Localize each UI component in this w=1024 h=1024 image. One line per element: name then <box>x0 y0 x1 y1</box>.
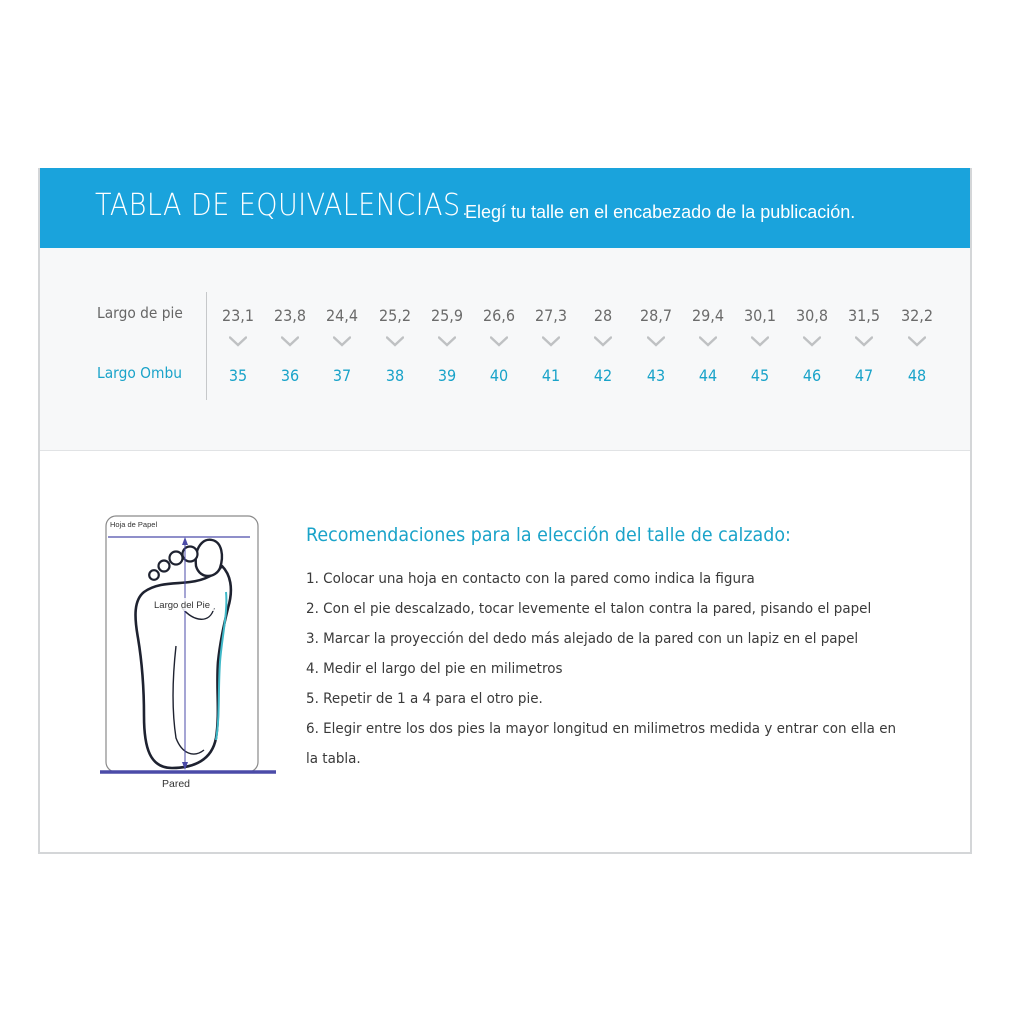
chevron-down-icon <box>855 336 873 347</box>
foot-length-value: 26,6 <box>482 306 516 325</box>
chevron-down-icon <box>699 336 717 347</box>
chevron-down-icon <box>490 336 508 347</box>
toe-5 <box>149 570 159 580</box>
foot-length-value: 27,3 <box>535 306 568 325</box>
foot-length-value: 25,9 <box>430 306 463 325</box>
wall-label: Pared <box>162 778 191 790</box>
foot-length-value: 28 <box>594 306 613 325</box>
ombu-size-value: 41 <box>542 366 561 385</box>
toe-big <box>196 540 222 576</box>
chevron-down-icon <box>647 336 665 347</box>
recommendation-item: 4. Medir el largo del pie en milimetros <box>306 661 563 677</box>
paper-label: Hoja de Papel <box>110 520 158 529</box>
chevron-down-icon <box>229 336 247 347</box>
page-title: TABLA DE EQUIVALENCIAS. <box>95 188 470 223</box>
ombu-size-value: 37 <box>333 366 352 385</box>
chevron-down-icon <box>594 336 612 347</box>
size-guide-card <box>38 168 972 854</box>
chevron-down-icon <box>908 336 926 347</box>
ombu-size-value: 39 <box>437 366 456 385</box>
row-label-largo-ombu: Largo Ombu <box>97 364 182 382</box>
foot-length-value: 30,8 <box>796 306 829 325</box>
recommendations-title: Recomendaciones para la elección del talle de calzado: <box>306 524 791 546</box>
column-divider <box>206 292 207 400</box>
foot-length-value: 23,8 <box>274 306 307 325</box>
ombu-size-value: 36 <box>281 366 300 385</box>
chevron-down-icon <box>386 336 404 347</box>
ombu-size-value: 38 <box>385 366 404 385</box>
recommendations-list <box>306 564 946 774</box>
foot-length-value: 29,4 <box>691 306 724 325</box>
chevron-down-icon <box>333 336 351 347</box>
foot-length-value: 30,1 <box>743 306 777 325</box>
toe-4 <box>159 561 170 572</box>
foot-length-value: 31,5 <box>848 306 881 325</box>
recommendation-item: 1. Colocar una hoja en contacto con la pared como indica la figura <box>306 571 755 587</box>
ombu-size-value: 45 <box>750 366 770 385</box>
ombu-size-value: 43 <box>646 366 665 385</box>
chevron-down-icon <box>803 336 821 347</box>
chevron-down-icon <box>751 336 769 347</box>
recommendation-item: 5. Repetir de 1 a 4 para el otro pie. <box>306 691 543 707</box>
page-subtitle: Elegí tu talle en el encabezado de la publicación. <box>465 202 856 222</box>
recommendation-item: 3. Marcar la proyección del dedo más alejado de la pared con un lapiz en el papel <box>306 631 859 647</box>
ombu-size-value: 46 <box>803 366 822 385</box>
foot-length-value: 32,2 <box>900 306 933 325</box>
ombu-size-value: 47 <box>855 366 874 385</box>
chevron-down-icon <box>281 336 299 347</box>
length-label: Largo del Pie <box>154 600 210 611</box>
ombu-size-value: 48 <box>907 366 926 385</box>
foot-length-value: 28,7 <box>639 306 672 325</box>
ombu-size-value: 42 <box>594 366 613 385</box>
header-banner <box>40 168 970 248</box>
chevron-down-icon <box>438 336 456 347</box>
ombu-size-value: 35 <box>228 366 248 385</box>
foot-measure-illustration <box>98 512 284 800</box>
ombu-size-value: 44 <box>698 366 717 385</box>
row-label-largo-de-pie: Largo de pie <box>97 304 183 322</box>
foot-length-value: 25,2 <box>378 306 411 325</box>
foot-length-value: 23,1 <box>221 306 255 325</box>
chevron-down-icon <box>542 336 560 347</box>
size-equivalence-table <box>40 248 970 451</box>
recommendation-item: 2. Con el pie descalzado, tocar levemente el talon contra la pared, pisando el papel <box>306 601 872 617</box>
toe-3 <box>170 552 183 565</box>
foot-length-value: 24,4 <box>326 306 359 325</box>
recommendation-item: 6. Elegir entre los dos pies la mayor longitud en milimetros medida y entrar con ella en la tabla. <box>306 721 897 767</box>
ombu-size-value: 40 <box>489 366 509 385</box>
